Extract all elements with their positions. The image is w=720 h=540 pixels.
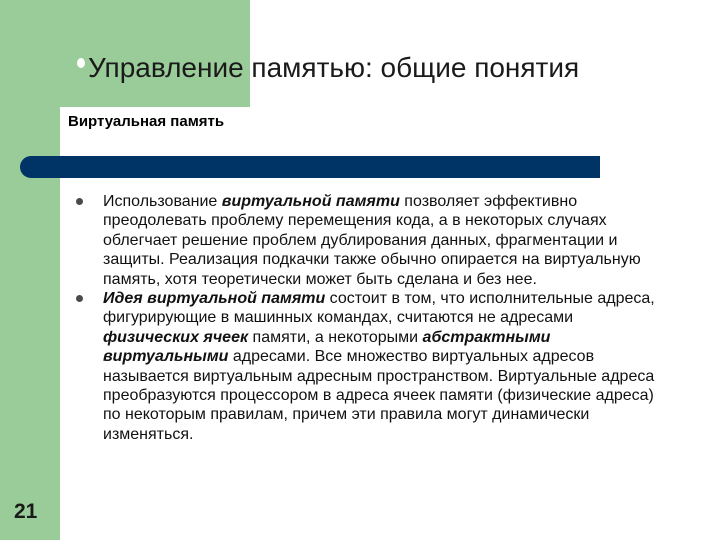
bullet-text: адресами. Все множество виртуальных адресов называется виртуальным адресным пространством. Виртуальные адреса преобразуются процессором в адреса ячеек памяти (физические адреса) по некоторым правилам, причем эти правила могут динамически изменяться.: [103, 348, 655, 443]
bullet-item-1: [72, 192, 672, 289]
slide-number: 21: [14, 500, 38, 523]
bullet-dot-icon: [76, 295, 83, 302]
title-bullet-dot: [77, 58, 85, 68]
bullet-text: Использование: [103, 193, 222, 210]
bullet-list: [72, 192, 672, 444]
slide-title: Управление памятью: общие понятия: [88, 52, 580, 83]
bullet-emphasis: абстрактными виртуальными: [103, 328, 551, 366]
divider-bar: [20, 156, 600, 178]
bullet-text: позволяет эффективно преодолевать проблему перемещения кода, а в некоторых случаях облегчает решение проблем дублирования данных, фрагментации и защиты. Реализация подкачки также обычно опирается на виртуальную память, хотя теоретически может быть сделана и без нее.: [103, 193, 641, 288]
bullet-item-2: [72, 289, 672, 444]
bullet-text: памяти, а некоторыми: [248, 328, 423, 346]
bullet-emphasis: Идея виртуальной памяти: [103, 290, 326, 308]
bullet-emphasis: виртуальной памяти: [221, 193, 400, 210]
bullet-text: состоит в том, что исполнительные адреса, фигурирующие в машинных командах, считаются не адресами: [103, 290, 655, 327]
slide-subtitle: Виртуальная память: [68, 113, 225, 130]
bullet-dot-icon: [76, 198, 83, 205]
bullet-emphasis: физических ячеек: [103, 328, 249, 346]
